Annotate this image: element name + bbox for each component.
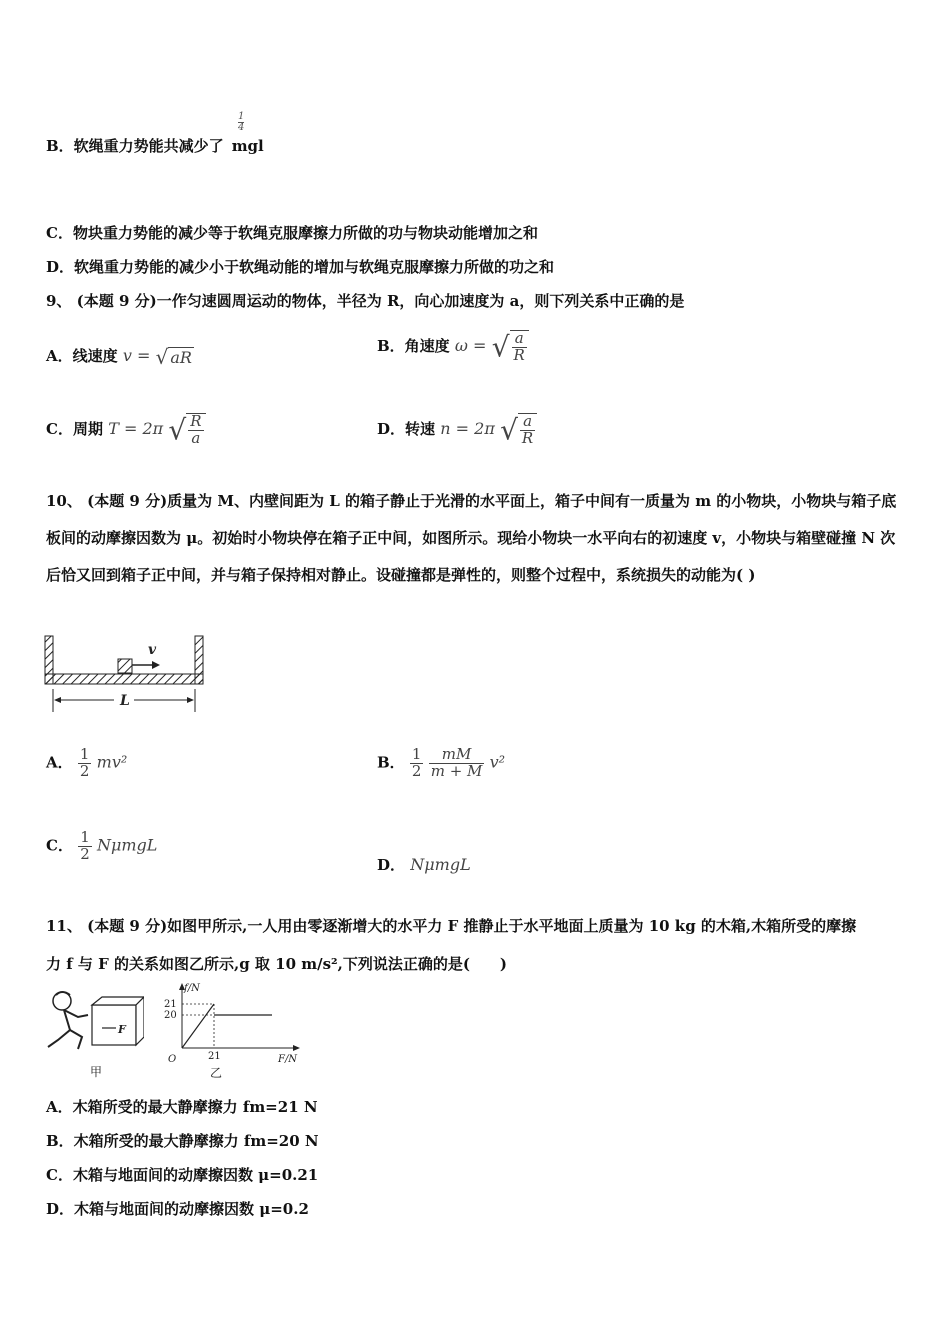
graph-y-label: f/N	[184, 983, 200, 994]
small-block	[118, 659, 132, 673]
q11-option-a: A．木箱所受的最大静摩擦力 fm=21 N	[46, 1098, 318, 1116]
person-leg-back	[48, 1010, 70, 1047]
q10-option-d: D． NμmgL	[377, 855, 471, 874]
q8-option-b-mgl: mgl	[231, 137, 264, 155]
q11-stem-line2: 力 f 与 F 的关系如图乙所示,g 取 10 m/s²,下列说法正确的是( )	[46, 955, 508, 973]
q9-option-b: B．角速度 ω = √ $\frac{a}{R}$	[377, 330, 529, 364]
velocity-label: v	[148, 642, 157, 658]
q10-box-figure	[44, 634, 208, 714]
velocity-arrowhead	[152, 661, 160, 669]
q10-option-a-fraction: $\frac{1}{2}$	[79, 745, 90, 780]
q9-option-c: C．周期 T = 2π √ $\frac{R}{a}$	[46, 413, 206, 447]
figure-yi-caption: 乙	[210, 1066, 223, 1080]
graph-x-label: F/N	[278, 1054, 298, 1065]
q8-option-c: C．物块重力势能的减少等于软绳克服摩擦力所做的功与物块动能增加之和	[46, 224, 538, 242]
q10-stem: 10、 (本题 9 分)质量为 M、内壁间距为 L 的箱子静止于光滑的水平面上，箱子中间有一质量为 m 的小物块，小物块与箱子底板间的动摩擦因数为 μ。初始时小物块停在箱子正中间，如图所示。现给小物块一水平向右的初速度 v，小物块与箱壁碰撞 N 次后恰又回到箱子正中间，并与箱子保持相对静止。设碰撞都是弹性的，则整个过程中，系统损失的动能为( )	[46, 492, 897, 584]
graph-tick-y21: 21	[164, 999, 177, 1010]
q9-stem: 9、 (本题 9 分)一作匀速圆周运动的物体，半径为 R，向心加速度为 a，则下列关系中正确的是	[46, 292, 685, 310]
q9-option-d-sqrt: √ $\frac{a}{R}$	[500, 413, 537, 447]
q11-stem-line1: 11、 (本题 9 分)如图甲所示,一人用由零逐渐增大的水平力 F 推静止于水平地面上质量为 10 kg 的木箱,木箱所受的摩擦	[46, 917, 857, 935]
wooden-box	[92, 1005, 136, 1045]
q8-option-b	[46, 135, 264, 156]
q9-option-a: A．线速度 v = √ aR	[46, 345, 192, 369]
box-floor	[45, 674, 203, 684]
q10-option-a: A． $\frac{1}{2}$ mv²	[46, 745, 128, 780]
q11-figure-jia	[44, 985, 144, 1080]
person-arm	[64, 1010, 88, 1017]
q8-option-b-text: B．软绳重力势能共减少了	[46, 137, 224, 155]
q8-option-d: D．软绳重力势能的减少小于软绳动能的增加与软绳克服摩擦力所做的功之和	[46, 258, 555, 276]
q11-option-c: C．木箱与地面间的动摩擦因数 μ=0.21	[46, 1166, 319, 1184]
q9-option-d: D．转速 n = 2π √ $\frac{a}{R}$	[377, 413, 537, 447]
figure-jia-caption: 甲	[90, 1065, 103, 1079]
q8-option-b-fraction: $\frac{1}{4}$	[238, 111, 245, 133]
graph-tick-x21: 21	[208, 1051, 221, 1062]
q9-option-b-sqrt: √ $\frac{a}{R}$	[492, 330, 529, 364]
graph-tick-y20: 20	[164, 1010, 177, 1021]
q11-figure-yi-graph	[162, 980, 307, 1080]
q9-option-a-sqrt: √ aR	[155, 345, 192, 369]
person-leg-front	[70, 1030, 82, 1049]
q10-option-c: C． $\frac{1}{2}$ NμmgL	[46, 828, 158, 863]
q11-option-b: B．木箱所受的最大静摩擦力 fm=20 N	[46, 1132, 319, 1150]
q11-option-d: D．木箱与地面间的动摩擦因数 μ=0.2	[46, 1200, 309, 1218]
length-label: L	[120, 693, 130, 709]
q9-option-c-sqrt: √ $\frac{R}{a}$	[168, 413, 205, 447]
q10-option-b: B． $\frac{1}{2}$ $\frac{mM}{m + M}$ v²	[377, 745, 506, 780]
graph-origin: O	[168, 1054, 177, 1065]
force-label: F	[118, 1023, 126, 1036]
graph-static-friction-line	[182, 1004, 214, 1048]
